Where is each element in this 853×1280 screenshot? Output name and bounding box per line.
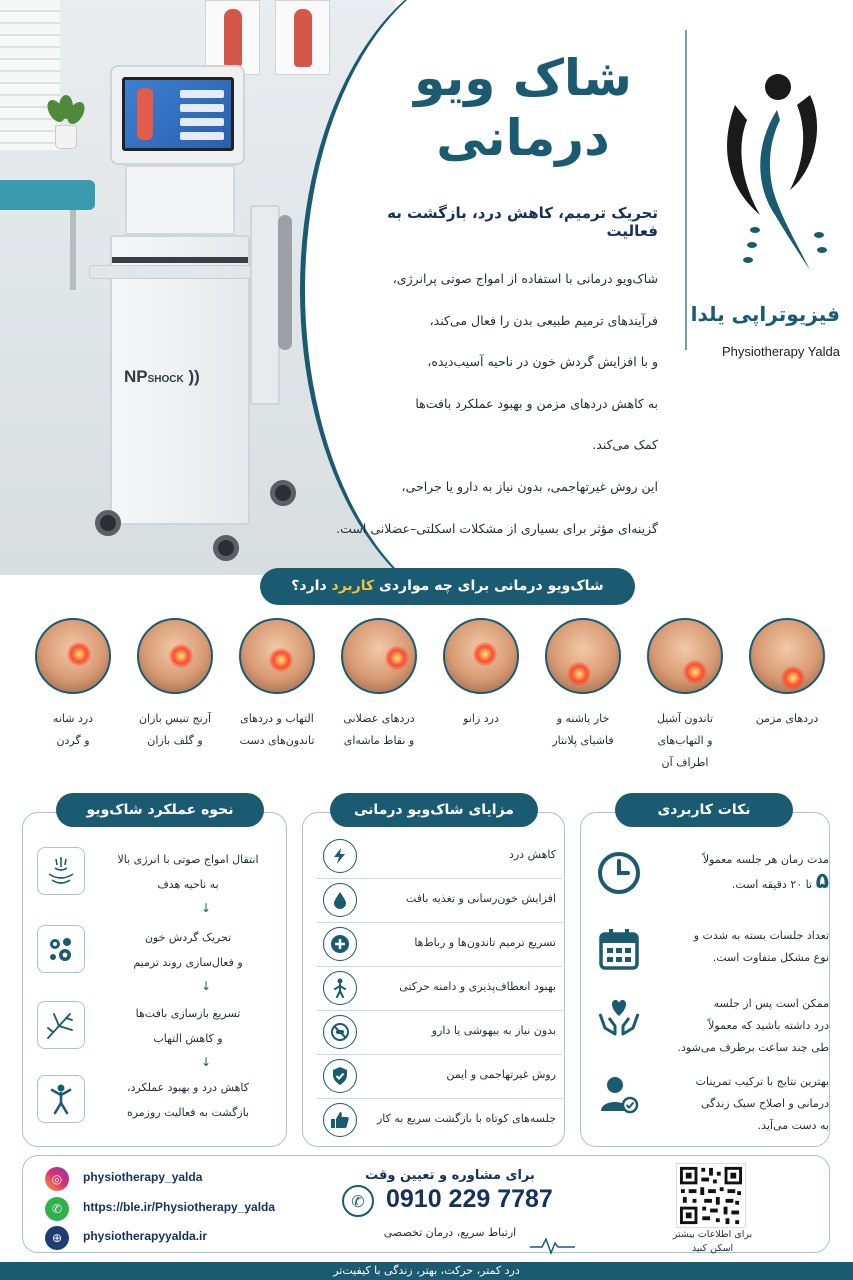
anatomy-poster	[275, 0, 330, 75]
benefit-item: روش غیرتهاجمی و ایمن	[317, 1055, 562, 1099]
how-step: انتقال امواج صوتی با انرژی بالا به ناحیه هدف	[23, 847, 285, 909]
shoulder-pain-image	[35, 618, 111, 694]
bale-link[interactable]: ✆ https://ble.ir/Physiotherapy_yalda	[45, 1197, 325, 1219]
benefits-panel	[302, 812, 565, 1147]
how-title: نحوه عملکرد شاک‌ویو	[56, 793, 264, 827]
phone-icon: ✆	[342, 1185, 374, 1217]
page-title: شاک ویو درمانی	[414, 49, 632, 167]
benefit-item: بدون نیاز به بیهوشی یا دارو	[317, 1011, 562, 1055]
down-arrow-icon: ↓	[201, 901, 212, 915]
uses-list	[15, 618, 838, 783]
plus-icon	[323, 927, 357, 961]
how-panel	[22, 812, 287, 1147]
footer-bar	[0, 1262, 853, 1280]
use-item-tennis-elbow: آرنج تنیس بازان و گلف بازان	[124, 618, 226, 752]
down-arrow-icon: ↓	[201, 979, 212, 993]
plant-decoration	[45, 95, 85, 150]
hero-section	[0, 0, 853, 575]
device-screen	[122, 77, 234, 151]
shield-check-icon	[323, 1059, 357, 1093]
clock-icon	[595, 849, 643, 897]
description: شاک‌ویو درمانی با استفاده از امواج صوتی پرانرژی، فرآیندهای ترمیم طبیعی بدن را فعال می‌کند، و با افزایش گردش خون در ناحیه آسیب‌دیده، به کاهش دردهای مزمن و بهبود عملکرد بافت‌ها کمک می‌کند. این روش غیرتهاجمی، بدون نیاز به دارو یا جراحی، گزینه‌ای مؤثر برای بسیاری از مشکلات اسکلتی–عضلانی است.	[336, 271, 658, 536]
knee-pain-image	[443, 618, 519, 694]
device-logo: NPSHOCK ))	[124, 367, 200, 386]
muscle-pain-image	[341, 618, 417, 694]
clinic-name-fa: فیزیوتراپی یلدا	[690, 302, 840, 326]
heart-hands-icon	[595, 993, 643, 1041]
benefit-item: بهبود انعطاف‌پذیری و دامنه حرکتی	[317, 967, 562, 1011]
use-item-hand-tendon: التهاب و دردهای تاندون‌های دست	[226, 618, 328, 752]
instagram-link[interactable]: ◎ physiotherapy_yalda	[45, 1167, 325, 1189]
qr-code[interactable]	[676, 1163, 746, 1228]
website-link[interactable]: ⊕ physiotherapyyalda.ir	[45, 1226, 325, 1248]
tips-title: نکات کاربردی	[615, 793, 793, 827]
qr-caption: برای اطلاعات بیشتر اسکن کنید	[672, 1229, 753, 1254]
use-item-chronic-pain: دردهای مزمن	[736, 618, 838, 730]
page-subtitle: تحریک ترمیم، کاهش درد، بازگشت به فعالیت	[387, 204, 658, 240]
calendar-icon	[595, 925, 643, 973]
divider	[685, 30, 687, 350]
use-item-shoulder: درد شانه و گردن	[22, 618, 124, 752]
tips-panel: مدت زمان هر جلسه معمولاً ۵ تا ۲۰ دقیقه است. تعداد جلسات بسته به شدت و نوع مشکل متفاوت است. ممکن است پس از جلسه درد داشته باشید که معمولاً طی چند ساعت برطرف می‌شود. بهترین نتایج با ترکیب تمرینات درمانی و اصلاح سبک زندگی به دست می‌آید.	[580, 812, 830, 1147]
benefits-title: مزایای شاک‌ویو درمانی	[330, 793, 538, 827]
benefit-item: تسریع ترمیم تاندون‌ها و رباط‌ها	[317, 923, 562, 967]
benefit-item: جلسه‌های کوتاه با بازگشت سریع به کار	[317, 1099, 562, 1143]
cta-title: برای مشاوره و تعیین وقت	[365, 1168, 535, 1183]
clinic-name-en: Physiotherapy Yalda	[721, 344, 840, 359]
how-step: تسریع بازسازی بافت‌ها و کاهش التهاب	[23, 1001, 285, 1063]
achilles-pain-image	[647, 618, 723, 694]
back-pain-image	[749, 618, 825, 694]
treatment-bed	[0, 180, 95, 210]
benefit-item: افزایش خون‌رسانی و تغذیه بافت	[317, 879, 562, 923]
uses-banner: شاک‌ویو درمانی برای چه مواردی کاربرد دارد؟	[260, 568, 635, 605]
heel-pain-image	[545, 618, 621, 694]
person-icon	[323, 971, 357, 1005]
phone-number[interactable]: 0910 229 7787	[386, 1185, 553, 1213]
thumbs-up-icon	[323, 1103, 357, 1137]
clinic-logo	[715, 65, 830, 275]
heartbeat-icon	[530, 1235, 575, 1255]
cta-subtitle: ارتباط سریع، درمان تخصصی	[383, 1226, 517, 1239]
no-drug-icon	[323, 1015, 357, 1049]
blood-cells-icon	[37, 925, 85, 973]
chat-icon: ✆	[45, 1197, 69, 1221]
footer-slogan: درد کمتر، حرکت، بهتر، زندگی با کیفیت‌تر	[333, 1264, 520, 1277]
how-step: کاهش درد و بهبود عملکرد، بازگشت به فعالیت روزمره	[23, 1075, 285, 1137]
hand-pain-image	[239, 618, 315, 694]
how-step: تحریک گردش خون و فعال‌سازی روند ترمیم	[23, 925, 285, 987]
use-item-heel-spur: خار پاشنه و فاشیای پلانتار	[532, 618, 634, 752]
lightning-icon	[323, 839, 357, 873]
instagram-icon: ◎	[45, 1167, 69, 1191]
use-item-achilles: تاندون آشیل و التهاب‌های اطراف آن	[634, 618, 736, 774]
anatomy-poster	[205, 0, 260, 75]
elbow-pain-image	[137, 618, 213, 694]
active-person-icon	[37, 1075, 85, 1123]
drop-icon	[323, 883, 357, 917]
use-item-knee: درد زانو	[430, 618, 532, 730]
globe-icon: ⊕	[45, 1226, 69, 1250]
benefit-item: کاهش درد	[317, 835, 562, 879]
tissue-icon	[37, 1001, 85, 1049]
use-item-muscle: دردهای عضلانی و نقاط ماشه‌ای	[328, 618, 430, 752]
user-check-icon	[595, 1071, 643, 1119]
down-arrow-icon: ↓	[201, 1055, 212, 1069]
sound-wave-icon	[37, 847, 85, 895]
phone-link[interactable]	[342, 1183, 572, 1219]
shockwave-handpiece	[278, 215, 292, 350]
shockwave-device	[95, 65, 310, 575]
